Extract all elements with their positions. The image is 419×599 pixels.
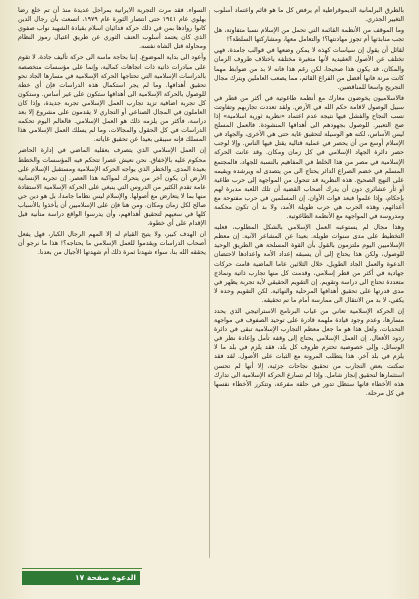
paragraph: وأعود الى بداية الموضوع. إننا بحاجة ماسة الى حركة تأليف جادة، لا تقوم على مبادرات ذاتية ذات اتجاهات كمالية، وإنما على مؤسسات متخصصة بالدراسات الإسلامية التي تحتاجها الحركة الإسلامية في مسارها الجاد نحو تحقيق أهدافها. وما لم يجر استكمال هذه الدراسات فإن أي خطة للوصول بالحركة الإسلامية الى أهدافها ستكون على غير أساس. وستكون كل تجربة اضافية تزيد تجارب العمل الإسلامي تجربة جديدة، وإذا كان العاملون في المجال الصناعي أو التجاري لا يقدمون على مشروع إلا بعد دراسة، فأكثر من يلزمه ذلك هو العمل الإسلامي. فالعالم اليوم تحكمه الدراسات في كل الحقول والمجالات، وما لم يسلك العمل الإسلامي هذا المسلك فإنه سيبقى بعيدا عن تحقيق غاياته. [18,54,206,144]
column-divider [209,10,210,558]
footer-rule [22,568,142,569]
paragraph: وهذا مجال لم يستوعبه العمل الإسلامي بالشكل المطلوب، فعليه التخطيط على مدى سنوات طويلة. بعيدا عن المشاعر الآنية. إن معظم الإسلاميين اليوم ملتزمون بالقول بأن القوة المسلحة هي الطريق الوحيد للوصول، ولكن هذا يحتاج إلى أن يسبقه إعداد الأمة واعدادها لاحتضان الدعوة والعمل الجاد الطويل، خلال الثلاثين عاما الماضية قامت حركات جهادية في أكثر من قطر إسلامي، وقدمت كل منها تجارب ذاتية ونماذج متعددة تحتاج الى دراسة وتقويم. إن التقويم الحقيقي لأية تجربة يظهر في مدى قدرتها على تحقيق أهدافها المرحلية والنهائية. لكن التقويم وحده لا يكفي، لا بد من الانتقال الى ممارسة أمام ما تم تحقيقه. [214,224,404,304]
paragraph: إن العمل الإسلامي الذي يتصرف بعقلية الماضي في إدارة الحاضر محكوم عليه بالإخفاق. نحن نعيش عصرا تتحكم فيه المؤسسات والخطط بعيدة المدى. والخطر الذي يواجه الحركة الإسلامية ومستقبل الإسلام على الأرض أن يكون آخر من يتحرك لمواكبة هذا العصر. إن تجربة الإنسانية عامة تقدم الكثير من الدروس التي ينبغي على الحركة الإسلامية الاستفادة منها بما لا يتعارض مع أصولها. والإسلام ليس نظاما جامدا، بل هو دين حي صالح لكل زمان ومكان. ومن هنا فإن على الإسلاميين أن يأخذوا بالأسباب كلها في سعيهم لتحقيق أهدافهم، وأن يدرسوا الواقع دراسة متأنية قبل الإقدام على أي خطوة. [18,147,206,228]
page-footer-label: الدعوة صفحة ١٧ [75,573,136,582]
article-column-left [18,6,206,566]
paragraph: ان الهدف كبير، ولا يتيح القيام له إلا المهم الرجال الكبار، فهل يفعل أصحاب الدراسات ويقدموا للعمل الإسلامي ما يحتاجه؟! هذا ما نرجو أن يحققه الله بنا، سواء شهدنا ثمرة ذلك أم شهدتها الأجيال من بعدنا. [18,231,206,257]
paragraph: إن الحركة الإسلامية تعاني من غياب البرنامج الاستراتيجي الذي يحدد مسارها، وعدم وجود قيادة ملهمة قادرة على توحيد الصفوف في مواجهة التحديات، ولعل هذا هو ما جعل معظم التجارب الإسلامية تبقى في دائرة ردود الأفعال. إن العمل الإسلامي يحتاج إلى وقفة تأمل وإعادة نظر في الوسائل، وإلى خصوصية تحترم ظروف كل بلد، فقد يلزم في بلد ما لا يلزم في بلد آخر. هذا يتطلب المرونة مع الثبات على الأصول. لقد فقد تمكنت بعض التجارب من تحقيق نجاحات جزئية، إلا أنها لم تحسن استثمارها لتحقيق إنجاز شامل. وإذا لم تسارع الحركة الإسلامية الى تدارك هذه الأخطاء فانها ستظل تدور في حلقة مفرغة، وتتكرر الأخطاء نفسها في كل مرحلة. [214,308,404,397]
paragraph: فالاسلاميون يخوضون معارك مع أنظمة طاغوتية في أكثر من قطر في سبيل الوصول لاقامة حكم الله في الأرض. ولقد تعددت تجاربهم وتفاوتت نسب النجاح والفشل فيها نتيجة عدم اعتماد «نظرية ثورية اسلامية» إذا صح التعبير. للوصول بجهودهم الى أهدافها المنشودة. فالعمل المسلح ليس الأساس، لكنه هو الوسيلة لتحقيق غاية حتى هي الأخرى، والجهاد في الإسلام أوسع من أن يحصر في عملية قتالية يقتل فيها الناس. وإلا لوجب حصر دائرة الجهاد الإسلامي في كل زمان ومكان. وقد عانت الحركة الإسلامية في مصر من هذا الخلط في المفاهيم بالنسبة للجهاد، فالمجتمع المسلم في خضم الصراع الدائر يحتاج الى من يتصدى له ويرشده ويقيمه على النهج الصحيح. هذه النظرية قد تتحول من المواجهة إلى حرب طاغية أو ثأر عشائري دون أن يدرك أصحاب القضية أن تلك اللعبة مدبرة لهم بإحكام، وإذا علموا فبعد فوات الأوان. إن المسلمين في حرب مفتوحة مع أعدائهم، وهذه الحرب هي حرب طويلة الأمد، ولا بد أن تكون محكمة ومدروسة في المواجهة مع الأنظمة الطاغوتية. [214,94,404,221]
paragraph: وما الموقف من الأنظمة القائمة التي تحمل من الإسلام نسبا متفاوتة، هل تجب منابذتها أم تجوز مهادنتها؟! والتعامل معها، ومشاركتها السلطة؟! [214,27,404,44]
paragraph: السواء. فقد مرت التجربة الايرانية بمراحل عديدة منذ أن تم خلع رضا بهلوي عام ١٩٤١ حتى انتصار الثورة عام ١٩٧٩، اتسعت بأن رجال الدين كانوا روادها بمن في ذلك حركة فدائيان اسلام بقيادة الشهيد نواب صفوي الذي كان يعتمد أسلوب العنف الثوري عن طريق اغتيال رموز النظام ومحاولة قتل الشاه نفسه. [18,7,206,51]
paragraph: بالطرق البرلمانية الديموقراطية أم يرفض كل ما هو قائم واعتماد أسلوب التغيير الجذري. [214,7,404,24]
article-column-right [214,6,404,566]
paragraph: لقائل أن يقول إن سياسات كهذه لا يمكن وضعها في قوالب جامدة، فهي تختلف عن الأصول العقيدية لأنها متغيرة مختلفة باختلاف ظروف الزمان والمكان، قد يكون هذا صحيحا، لكن رغم هذا فانه لا بد من ضوابط مهما كانت مرنة فانها أفضل من الفراغ القائم، مما يصعب العاملين ويترك مجال التجريح واسعا للمناقضين. [214,47,404,91]
